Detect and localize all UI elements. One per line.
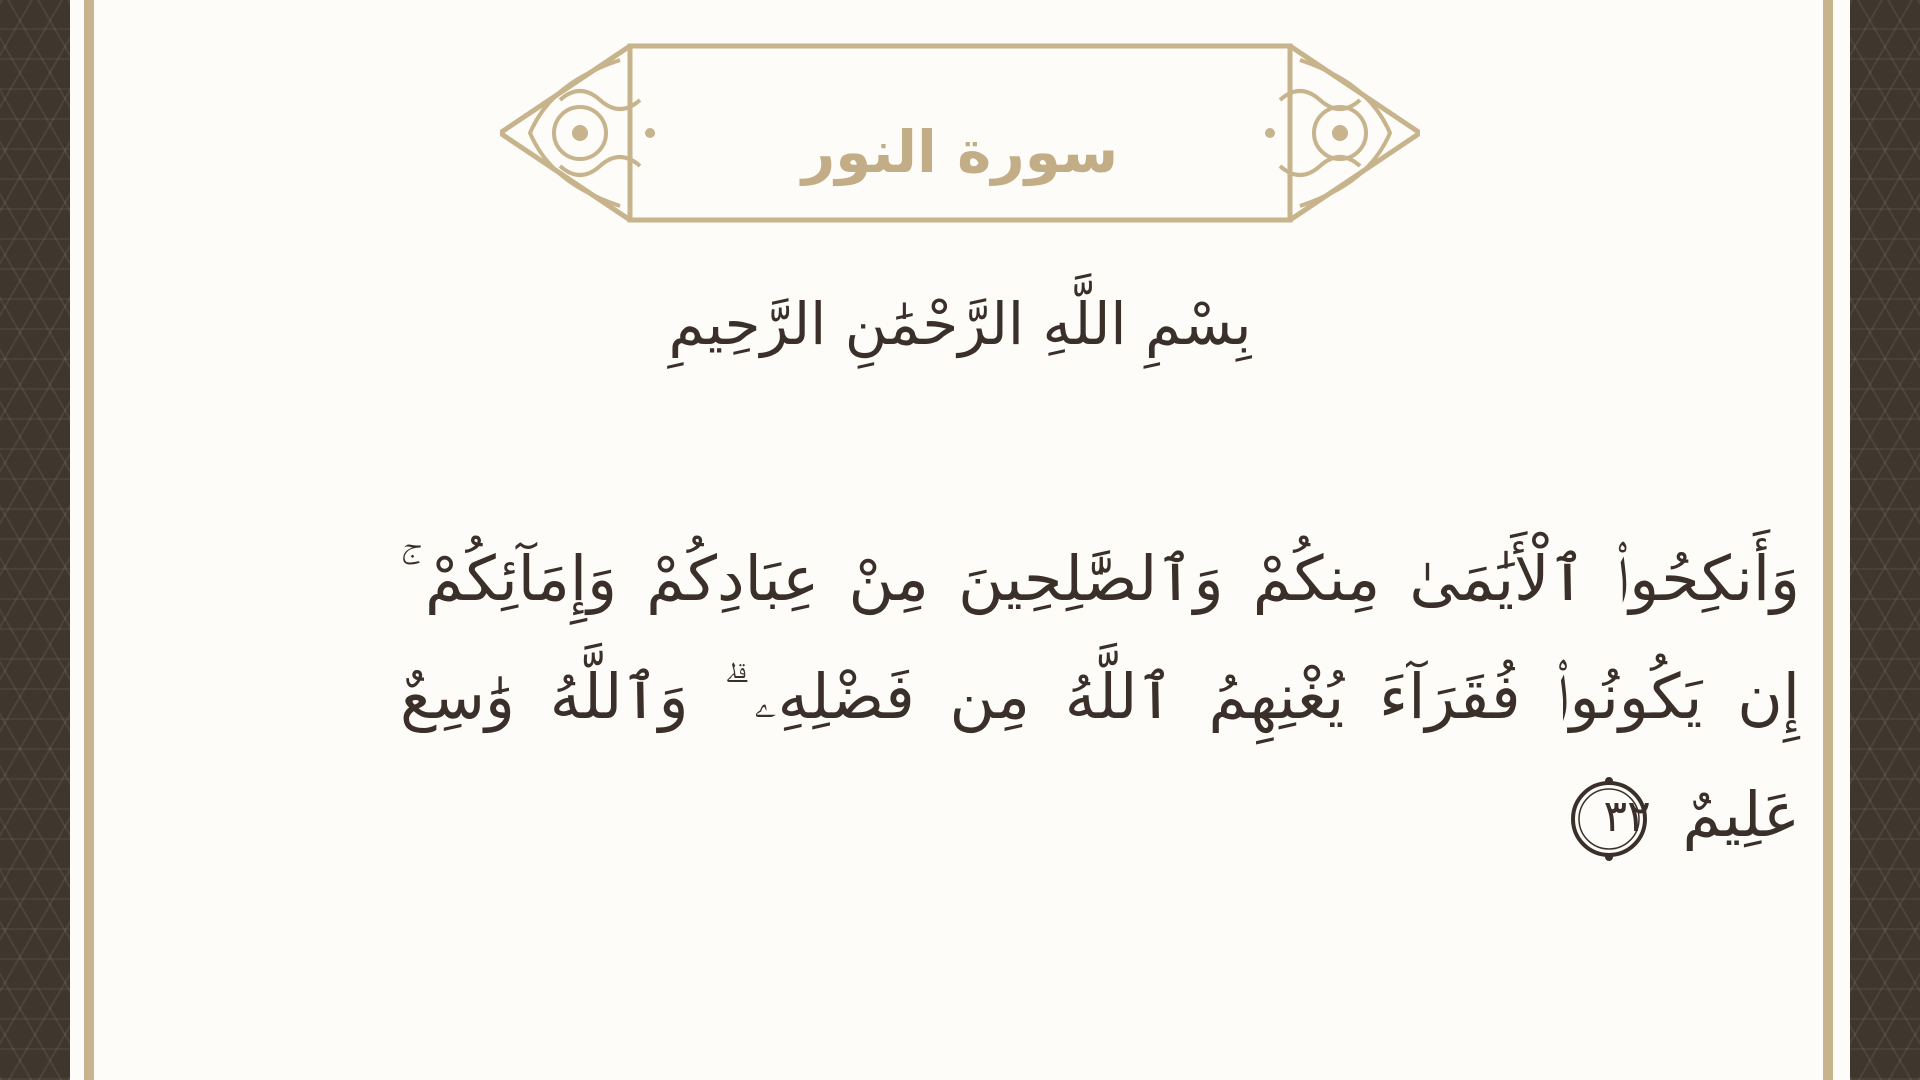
ayah-number: ٣٢ — [1603, 790, 1651, 842]
ayah-end-marker — [1567, 777, 1651, 861]
left-ornamental-border — [0, 0, 70, 1080]
left-gold-rule — [84, 0, 94, 1080]
verse-text-block — [400, 520, 1800, 874]
verse-text: وَأَنكِحُوا۟ ٱلْأَيَٰمَىٰ مِنكُمْ وَٱلصَّٰلِحِينَ مِنْ عِبَادِكُمْ وَإِمَآئِكُمْ ۚ إِن يَكُونُوا۟ فُقَرَآءَ يُغْنِهِمُ ٱللَّهُ مِن فَضْلِهِۦ ۗ وَٱللَّهُ وَٰسِعٌ عَلِيمٌ — [400, 542, 1800, 851]
surah-title: سورة النور — [801, 118, 1119, 186]
basmala: بِسْمِ اللَّهِ الرَّحْمَٰنِ الرَّحِيمِ — [668, 290, 1252, 358]
right-gold-rule — [1823, 0, 1833, 1080]
surah-header-frame — [500, 40, 1420, 230]
right-ornamental-border — [1850, 0, 1920, 1080]
